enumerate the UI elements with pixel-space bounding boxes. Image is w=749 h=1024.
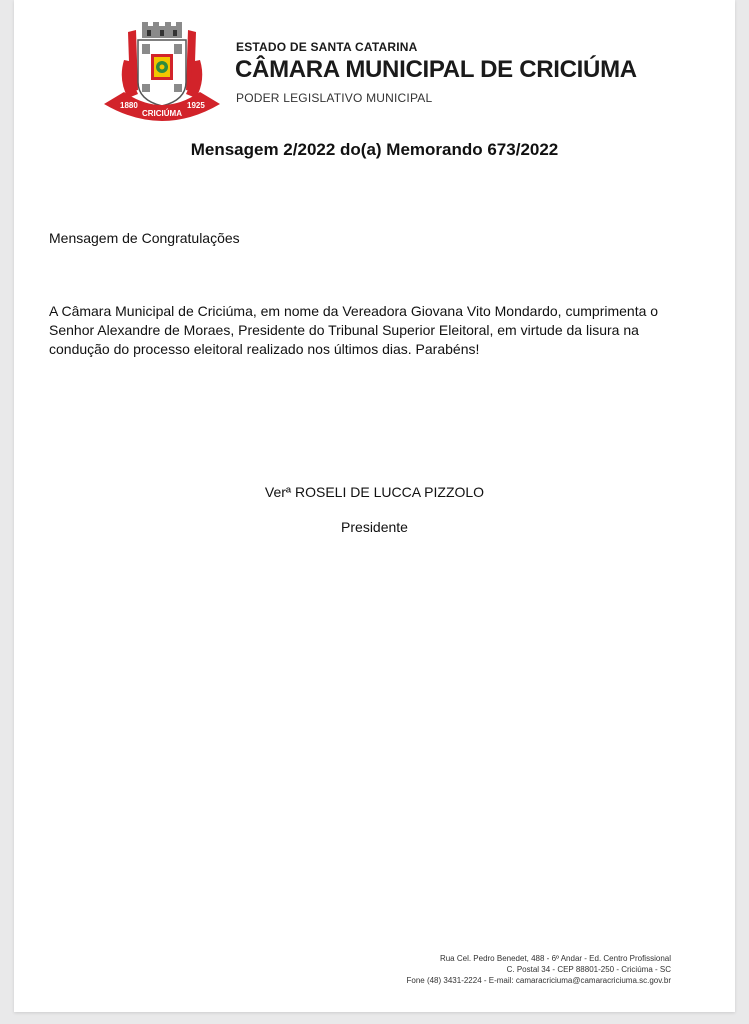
crest-year-left: 1880 <box>120 101 138 110</box>
municipal-crest-icon <box>98 20 226 124</box>
document-subject: Mensagem de Congratulações <box>49 230 240 246</box>
footer-postal: C. Postal 34 - CEP 88801-250 - Criciúma - SC <box>506 965 671 974</box>
footer-address: Rua Cel. Pedro Benedet, 488 - 6º Andar - Ed. Centro Profissional <box>439 954 671 963</box>
document-body <box>49 302 709 359</box>
page-footer <box>406 953 671 986</box>
signer-name: Verª ROSELI DE LUCCA PIZZOLO <box>264 484 485 500</box>
header-institution: CÂMARA MUNICIPAL DE CRICIÚMA <box>235 56 637 83</box>
signer-role: Presidente <box>341 519 408 535</box>
header-subtitle: PODER LEGISLATIVO MUNICIPAL <box>236 91 433 105</box>
body-line: A Câmara Municipal de Criciúma, em nome da Vereadora Giovana Vito Mondardo, cumprimenta o <box>49 303 659 319</box>
body-line: Senhor Alexandre de Moraes, Presidente do Tribunal Superior Eleitoral, em virtude da lisura na <box>49 322 639 338</box>
footer-contact: Fone (48) 3431-2224 - E-mail: camaracriciuma@camaracriciuma.sc.gov.br <box>406 976 671 985</box>
document-title: Mensagem 2/2022 do(a) Memorando 673/2022 <box>190 140 559 159</box>
crest-year-right: 1925 <box>187 101 205 110</box>
header-state: ESTADO DE SANTA CATARINA <box>236 40 418 54</box>
document-page <box>14 0 735 1012</box>
body-line: condução do processo eleitoral realizado nos últimos dias. Parabéns! <box>49 341 480 357</box>
crest-banner-text: CRICIÚMA <box>142 109 182 118</box>
